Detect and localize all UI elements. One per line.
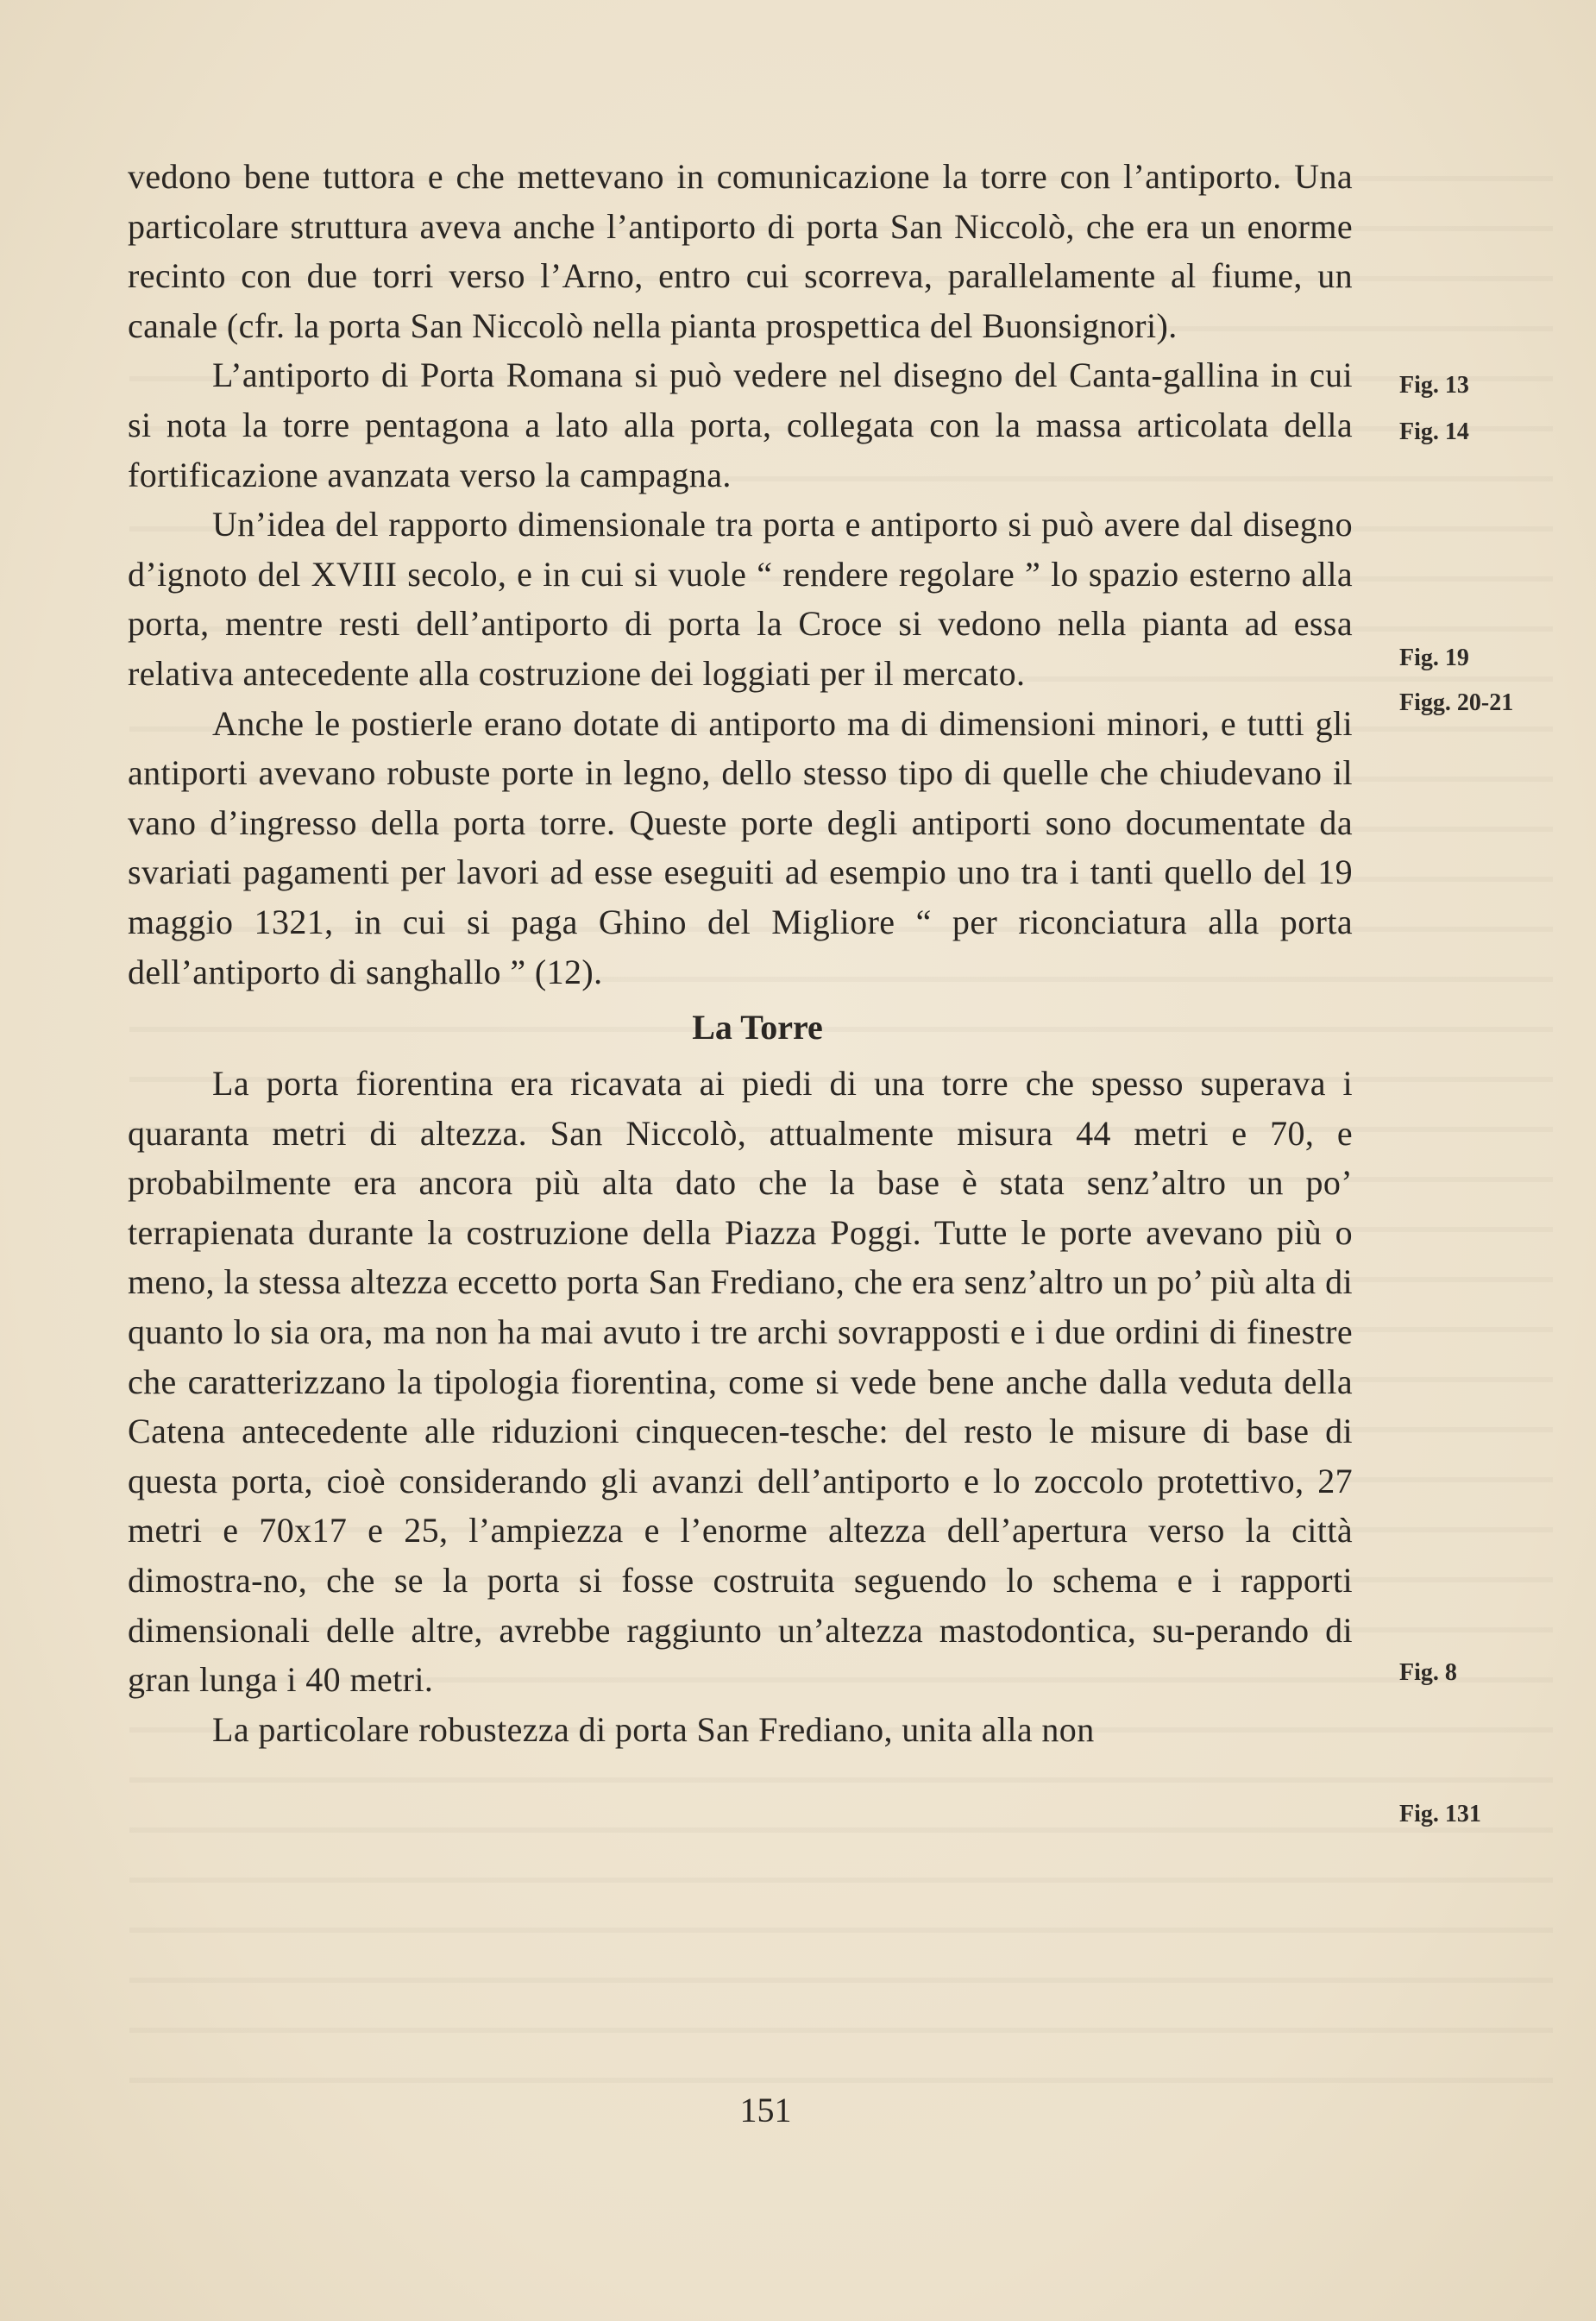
body-text — [128, 152, 1353, 1754]
margin-note-fig-13: Fig. 13 — [1399, 372, 1469, 399]
paragraph: L’antiporto di Porta Romana si può vedere nel disegno del Canta-gallina in cui si nota la torre pentagona a lato alla porta, collegata con la massa articolata della fortificazione avanzata verso la campagna. — [128, 355, 1353, 494]
paragraph: Anche le postierle erano dotate di antiporto ma di dimensioni minori, e tutti gli antiporti avevano robuste porte in legno, dello stesso tipo di quelle che chiudevano il vano d’ingresso della porta torre. Queste porte degli antiporti sono documentate da svariati pagamenti per lavori ad esse eseguiti ad esempio uno tra i tanti quello del 19 maggio 1321, in cui si paga Ghino del Migliore “ per riconciatura alla porta dell’antiporto di sanghallo ” (12). — [128, 703, 1353, 991]
paragraph: La porta fiorentina era ricavata ai piedi di una torre che spesso superava i quaranta metri di altezza. San Niccolò, attualmente misura 44 metri e 70, e probabilmente era ancora più alta dato che la base è stata senz’altro un po’ terrapienata durante la costruzione della Piazza Poggi. Tutte le porte avevano più o meno, la stessa altezza eccetto porta San Frediano, che era senz’altro un po’ più alta di quanto lo sia ora, ma non ha mai avuto i tre archi sovrapposti e i due ordini di finestre che caratterizzano la tipologia fiorentina, come si vede bene anche dalla veduta della Catena antecedente alle riduzioni cinquecen-tesche: del resto le misure di base di questa porta, cioè considerando gli avanzi dell’antiporto e lo zoccolo protettivo, 27 metri e 70x17 e 25, l’ampiezza e l’enorme altezza dell’apertura verso la città dimostra-no, che se la porta si fosse costruita seguendo lo schema e i rapporti dimensionali delle altre, avrebbe raggiunto un’altezza mastodontica, su-perando di gran lunga i 40 metri. — [128, 1064, 1353, 1700]
paragraph: La particolare robustezza di porta San Frediano, unita alla non — [212, 1709, 1095, 1749]
paragraph: vedono bene tuttora e che mettevano in comunicazione la torre con l’antiporto. Una particolare struttura aveva anche l’antiporto di porta San Niccolò, che era un enorme recinto con due torri verso l’Arno, entro cui scorreva, parallelamente al fiume, un canale (cfr. la porta San Niccolò nella pianta prospettica del Buonsignori). — [128, 157, 1353, 345]
margin-note-fig-8: Fig. 8 — [1399, 1659, 1457, 1686]
margin-note-fig-131: Fig. 131 — [1399, 1801, 1481, 1827]
margin-note-fig-14: Fig. 14 — [1399, 418, 1469, 445]
paragraph: Un’idea del rapporto dimensionale tra porta e antiporto si può avere dal disegno d’ignoto del XVIII secolo, e in cui si vuole “ rendere regolare ” lo spazio esterno alla porta, mentre resti dell’antiporto di porta la Croce si vedono nella pianta ad essa relativa antecedente alla costruzione dei loggiati per il mercato. — [128, 505, 1353, 693]
section-heading: La Torre — [692, 1008, 823, 1047]
margin-note-fig-19: Fig. 19 — [1399, 645, 1469, 671]
page-number: 151 — [739, 2091, 792, 2129]
margin-note-figg-20-21: Figg. 20-21 — [1399, 689, 1514, 716]
